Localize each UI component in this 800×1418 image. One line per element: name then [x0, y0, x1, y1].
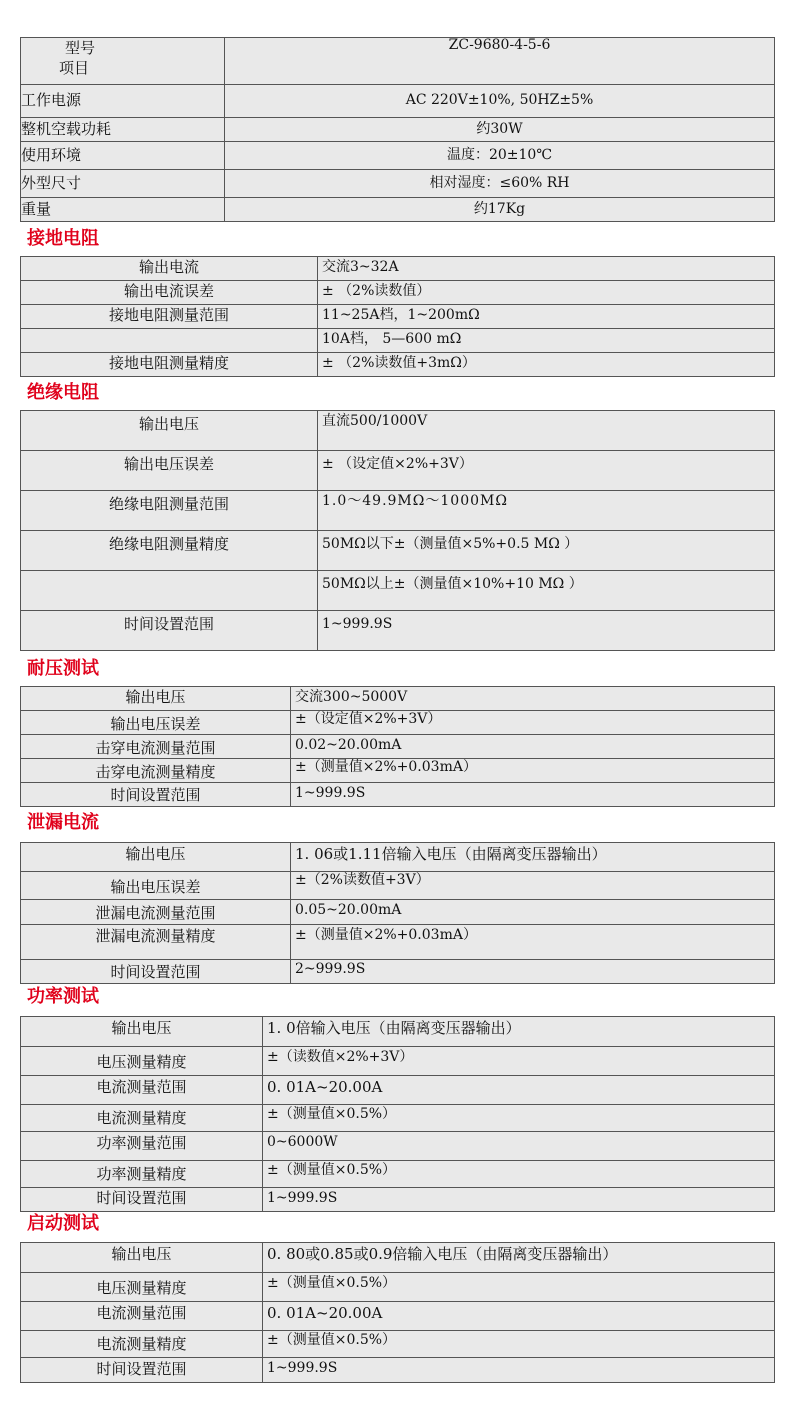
- section-title-leakage: 泄漏电流: [27, 812, 99, 833]
- row-value: 10A档， 5—600 mΩ: [318, 329, 775, 353]
- table-row: [21, 571, 775, 611]
- table-row: [21, 1132, 775, 1161]
- row-label: 电压测量精度: [21, 1047, 263, 1076]
- row-label: 接地电阻测量范围: [21, 305, 318, 329]
- table-row: [21, 1302, 775, 1331]
- section-title-startup: 启动测试: [27, 1213, 99, 1234]
- row-value: 约17Kg: [225, 198, 775, 222]
- row-label: 绝缘电阻测量精度: [21, 531, 318, 571]
- section-title-withstand: 耐压测试: [27, 658, 99, 679]
- table-row: [21, 843, 775, 872]
- table-row: [21, 118, 775, 142]
- power-table: [20, 1016, 775, 1212]
- row-value: 0. 80或0.85或0.9倍输入电压（由隔离变压器输出）: [263, 1243, 775, 1273]
- row-label: 时间设置范围: [21, 611, 318, 651]
- table-row: [21, 1188, 775, 1212]
- row-label: 输出电压误差: [21, 872, 291, 900]
- row-value: 1~999.9S: [291, 783, 775, 807]
- row-value: 1~999.9S: [263, 1188, 775, 1212]
- table-row: [21, 142, 775, 170]
- row-label: 重量: [21, 198, 225, 222]
- row-label: 输出电压: [21, 1017, 263, 1047]
- table-row: [21, 491, 775, 531]
- table-row: [21, 872, 775, 900]
- row-label: 输出电压: [21, 411, 318, 451]
- row-value: ±（测量值×0.5%）: [263, 1331, 775, 1358]
- table-row: [21, 257, 775, 281]
- row-label: 泄漏电流测量范围: [21, 900, 291, 925]
- table-row: [21, 1358, 775, 1383]
- table-row: [21, 900, 775, 925]
- row-label: 输出电压误差: [21, 451, 318, 491]
- table-row: [21, 687, 775, 711]
- row-label: [21, 571, 318, 611]
- row-value: 50MΩ以上±（测量值×10%+10 MΩ ）: [318, 571, 775, 611]
- table-row: [21, 1331, 775, 1358]
- row-value: ±（测量值×2%+0.03mA）: [291, 925, 775, 960]
- leakage-table: [20, 842, 775, 984]
- row-label: 功率测量精度: [21, 1161, 263, 1188]
- table-row: [21, 783, 775, 807]
- row-value: ±（测量值×0.5%）: [263, 1161, 775, 1188]
- table-row: [21, 1076, 775, 1105]
- table-row: [21, 305, 775, 329]
- table-row: [21, 85, 775, 118]
- row-label: 工作电源: [21, 85, 225, 118]
- row-label: 输出电压: [21, 1243, 263, 1273]
- table-row: [21, 531, 775, 571]
- section-title-power: 功率测试: [27, 986, 99, 1007]
- table-row: [21, 1273, 775, 1302]
- row-label: 电流测量范围: [21, 1302, 263, 1331]
- table-row: [21, 1243, 775, 1273]
- table-row: [21, 611, 775, 651]
- row-value: 1. 0倍输入电压（由隔离变压器输出）: [263, 1017, 775, 1047]
- row-label: 时间设置范围: [21, 960, 291, 984]
- table-row: [21, 759, 775, 783]
- row-label: 外型尺寸: [21, 170, 225, 198]
- row-value: 约30W: [225, 118, 775, 142]
- row-value: 1~999.9S: [263, 1358, 775, 1383]
- row-value: 0.05~20.00mA: [291, 900, 775, 925]
- row-label: 击穿电流测量范围: [21, 735, 291, 759]
- row-value: 0.02~20.00mA: [291, 735, 775, 759]
- row-label: 时间设置范围: [21, 783, 291, 807]
- item-label: 项目: [59, 59, 90, 77]
- row-value: ± （2%读数值）: [318, 281, 775, 305]
- header-label-cell: [21, 38, 225, 85]
- row-value: 2~999.9S: [291, 960, 775, 984]
- row-value: ± （设定值×2%+3V）: [318, 451, 775, 491]
- row-label: 绝缘电阻测量范围: [21, 491, 318, 531]
- table-row: [21, 735, 775, 759]
- row-value: 温度：20±10℃: [225, 142, 775, 170]
- row-label: 输出电流误差: [21, 281, 318, 305]
- table-row: [21, 1047, 775, 1076]
- table-row: [21, 451, 775, 491]
- row-label: 电压测量精度: [21, 1273, 263, 1302]
- row-value: 0. 01A~20.00A: [263, 1076, 775, 1105]
- row-label: 输出电压: [21, 843, 291, 872]
- insulation-table: [20, 410, 775, 651]
- row-value: 1~999.9S: [318, 611, 775, 651]
- ground-table: [20, 256, 775, 377]
- row-label: 泄漏电流测量精度: [21, 925, 291, 960]
- row-value: 交流300~5000V: [291, 687, 775, 711]
- row-label: 电流测量精度: [21, 1105, 263, 1132]
- withstand-table: [20, 686, 775, 807]
- row-label: 整机空载功耗: [21, 118, 225, 142]
- row-value: ±（测量值×0.5%）: [263, 1105, 775, 1132]
- startup-table: [20, 1242, 775, 1383]
- row-value: AC 220V±10%, 50HZ±5%: [225, 85, 775, 118]
- row-value: ±（测量值×0.5%）: [263, 1273, 775, 1302]
- table-row: [21, 329, 775, 353]
- table-row: [21, 38, 775, 85]
- row-value: 相对湿度：≤60% RH: [225, 170, 775, 198]
- table-row: [21, 353, 775, 377]
- row-value: 直流500/1000V: [318, 411, 775, 451]
- row-value: ±（2%读数值+3V）: [291, 872, 775, 900]
- table-row: [21, 925, 775, 960]
- row-value: ±（设定值×2%+3V）: [291, 711, 775, 735]
- section-title-insulation: 绝缘电阻: [27, 382, 99, 403]
- table-row: [21, 411, 775, 451]
- row-label: 输出电压误差: [21, 711, 291, 735]
- row-label: [21, 329, 318, 353]
- row-label: 接地电阻测量精度: [21, 353, 318, 377]
- row-label: 输出电压: [21, 687, 291, 711]
- row-label: 时间设置范围: [21, 1358, 263, 1383]
- table-row: [21, 1161, 775, 1188]
- table-row: [21, 170, 775, 198]
- table-row: [21, 281, 775, 305]
- row-label: 使用环境: [21, 142, 225, 170]
- row-value: ±（读数值×2%+3V）: [263, 1047, 775, 1076]
- row-value: ± （2%读数值+3mΩ）: [318, 353, 775, 377]
- row-value: 50MΩ以下±（测量值×5%+0.5 MΩ ）: [318, 531, 775, 571]
- row-label: 输出电流: [21, 257, 318, 281]
- row-label: 功率测量范围: [21, 1132, 263, 1161]
- row-value: 交流3~32A: [318, 257, 775, 281]
- model-label: 型号: [65, 39, 96, 57]
- table-row: [21, 960, 775, 984]
- table-row: [21, 198, 775, 222]
- table-row: [21, 711, 775, 735]
- row-value: 11~25A档，1~200mΩ: [318, 305, 775, 329]
- row-value: 0. 01A~20.00A: [263, 1302, 775, 1331]
- row-label: 击穿电流测量精度: [21, 759, 291, 783]
- row-label: 电流测量范围: [21, 1076, 263, 1105]
- row-value: 1. 06或1.11倍输入电压（由隔离变压器输出）: [291, 843, 775, 872]
- spec-table: [20, 37, 775, 222]
- row-value: 1.0～49.9MΩ～1000MΩ: [318, 491, 775, 531]
- row-label: 电流测量精度: [21, 1331, 263, 1358]
- row-value: 0~6000W: [263, 1132, 775, 1161]
- row-label: 时间设置范围: [21, 1188, 263, 1212]
- row-value: ±（测量值×2%+0.03mA）: [291, 759, 775, 783]
- table-row: [21, 1017, 775, 1047]
- section-title-ground: 接地电阻: [27, 228, 99, 249]
- table-row: [21, 1105, 775, 1132]
- model-value: ZC-9680-4-5-6: [225, 38, 775, 85]
